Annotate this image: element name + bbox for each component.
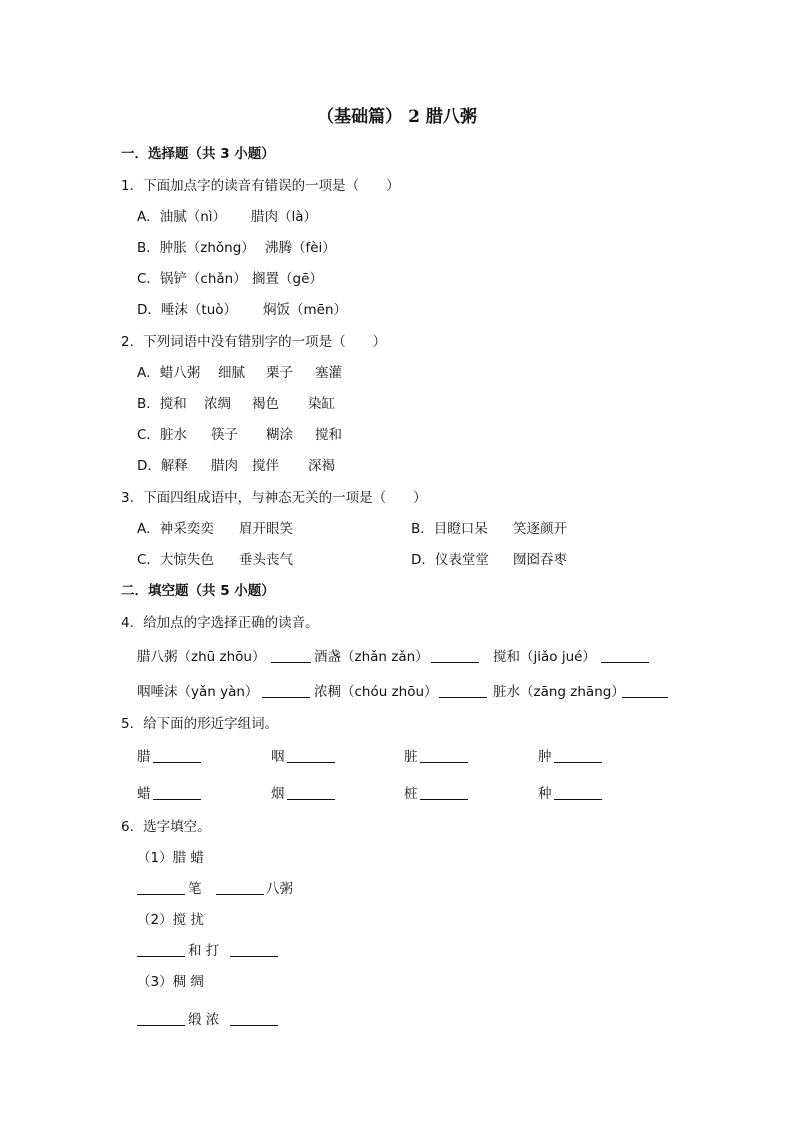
question-1-stem: 1．下面加点字的读音有错误的一项是（ ） xyxy=(121,178,400,194)
q6-blank-6[interactable] xyxy=(230,1011,278,1026)
q2-option-c-4: 搅和 xyxy=(315,427,342,443)
q6-part-1: （1）腊 蜡 xyxy=(137,850,204,866)
q6-blank-3[interactable] xyxy=(137,942,185,957)
question-5-stem: 5．给下面的形近字组词。 xyxy=(121,716,279,732)
q3-option-d-2: 囫囵吞枣 xyxy=(513,552,567,568)
q6-blank-4[interactable] xyxy=(230,942,278,957)
q5-char-3: 脏 xyxy=(404,749,418,765)
q5-blank-7[interactable] xyxy=(420,785,468,800)
q2-option-b: B．搅和 xyxy=(137,396,187,412)
q2-option-b-2: 浓绸 xyxy=(204,396,231,412)
q5-blank-5[interactable] xyxy=(153,785,201,800)
q2-option-b-4: 染缸 xyxy=(308,396,335,412)
q1-option-c-2: 搁置（gē） xyxy=(252,271,323,287)
q5-blank-3[interactable] xyxy=(420,748,468,763)
q6-blank-1[interactable] xyxy=(137,880,185,895)
question-6-stem: 6．选字填空。 xyxy=(121,819,211,835)
q2-option-a-4: 塞灌 xyxy=(315,365,342,381)
q5-char-6: 烟 xyxy=(271,786,285,802)
q6-blank-2[interactable] xyxy=(216,880,264,895)
q2-option-b-3: 褐色 xyxy=(252,396,279,412)
q1-option-b-2: 沸腾（fèi） xyxy=(265,240,336,256)
q6-word-4: 缎 浓 xyxy=(188,1012,220,1028)
q2-option-c-2: 筷子 xyxy=(211,427,238,443)
q4-blank-5[interactable] xyxy=(439,683,487,698)
q4-item-6: 脏水（zāng zhāng） xyxy=(493,684,625,700)
q4-item-4: 咽唾沫（yǎn yàn） xyxy=(137,684,259,700)
q1-option-d-2: 焖饭（mēn） xyxy=(263,302,348,318)
q6-word-3: 和 打 xyxy=(188,943,220,959)
q5-char-8: 种 xyxy=(538,786,552,802)
q2-option-d-2: 腊肉 xyxy=(211,458,238,474)
q3-option-b-2: 笑逐颜开 xyxy=(513,521,567,537)
q2-option-a-2: 细腻 xyxy=(218,365,245,381)
q6-word-1: 笔 xyxy=(188,881,202,897)
question-3-stem: 3．下面四组成语中，与神态无关的一项是（ ） xyxy=(121,490,427,506)
q6-blank-5[interactable] xyxy=(137,1011,185,1026)
q6-part-3: （3）稠 绸 xyxy=(137,974,204,990)
q2-option-d-3: 搅伴 xyxy=(252,458,279,474)
q6-part-2: （2）搅 扰 xyxy=(137,912,204,928)
q4-item-2: 酒盏（zhǎn zǎn） xyxy=(314,649,429,665)
q5-char-7: 桩 xyxy=(404,786,418,802)
q5-blank-2[interactable] xyxy=(287,748,335,763)
q4-blank-1[interactable] xyxy=(271,648,311,663)
section-heading-choice: 一．选择题（共 3 小题） xyxy=(121,146,275,162)
q3-option-a: A．神采奕奕 xyxy=(137,521,214,537)
q5-char-2: 咽 xyxy=(271,749,285,765)
q3-option-a-2: 眉开眼笑 xyxy=(239,521,293,537)
section-heading-fill: 二．填空题（共 5 小题） xyxy=(121,583,275,599)
q2-option-c-3: 糊涂 xyxy=(266,427,293,443)
q5-blank-6[interactable] xyxy=(287,785,335,800)
question-2-stem: 2．下列词语中没有错别字的一项是（ ） xyxy=(121,334,387,350)
q4-item-1: 腊八粥（zhū zhōu） xyxy=(137,649,266,665)
q2-option-d-4: 深褐 xyxy=(308,458,335,474)
q5-blank-4[interactable] xyxy=(554,748,602,763)
q3-option-c-2: 垂头丧气 xyxy=(239,552,293,568)
q5-char-5: 蜡 xyxy=(137,786,151,802)
q6-word-2: 八粥 xyxy=(266,881,293,897)
q5-blank-1[interactable] xyxy=(153,748,201,763)
question-4-stem: 4．给加点的字选择正确的读音。 xyxy=(121,615,319,631)
q1-option-d: D．唾沫（tuò） xyxy=(137,302,238,318)
q1-option-a: A．油腻（nì） xyxy=(137,209,227,225)
q4-item-3: 搅和（jiǎo jué） xyxy=(493,649,596,665)
page-title: （基础篇） 2 腊八粥 xyxy=(317,107,477,127)
q2-option-a-3: 栗子 xyxy=(266,365,293,381)
q1-option-a-2: 腊肉（là） xyxy=(251,209,318,225)
q3-option-b: B．目瞪口呆 xyxy=(411,521,488,537)
q2-option-a: A．蜡八粥 xyxy=(137,365,201,381)
q5-char-4: 肿 xyxy=(538,749,552,765)
q1-option-c: C．锅铲（chǎn） xyxy=(137,271,247,287)
q4-blank-3[interactable] xyxy=(601,648,649,663)
q5-char-1: 腊 xyxy=(137,749,151,765)
q2-option-c: C．脏水 xyxy=(137,427,187,443)
q5-blank-8[interactable] xyxy=(554,785,602,800)
q4-blank-2[interactable] xyxy=(431,648,479,663)
q2-option-d: D．解释 xyxy=(137,458,188,474)
q1-option-b: B．肿胀（zhǒng） xyxy=(137,240,255,256)
q4-item-5: 浓稠（chóu zhōu） xyxy=(314,684,438,700)
q4-blank-4[interactable] xyxy=(262,683,310,698)
q3-option-c: C．大惊失色 xyxy=(137,552,214,568)
q3-option-d: D．仪表堂堂 xyxy=(411,552,489,568)
q4-blank-6[interactable] xyxy=(622,683,668,698)
